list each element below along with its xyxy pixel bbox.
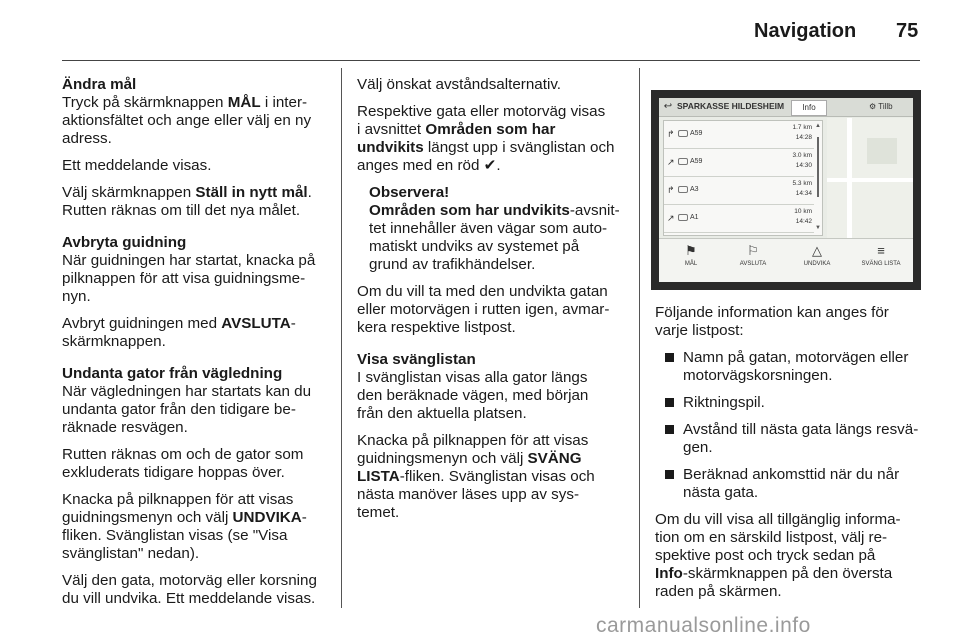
paragraph <box>655 304 925 340</box>
text: nyn. <box>62 288 91 305</box>
map-block <box>867 138 897 164</box>
note-title: Observera! <box>369 184 450 201</box>
bear-right-icon: ↗ <box>667 213 675 223</box>
text: När guidningen har startat, knacka på <box>62 252 316 269</box>
text: Om du vill ta med den undvikta gatan <box>357 283 608 300</box>
bold-term: Områden som har undvikits <box>369 202 570 219</box>
turn-right-icon: ↱ <box>667 129 675 139</box>
text: -fliken. Svänglistan visas och <box>399 468 595 485</box>
button-label: MÅL <box>684 261 698 267</box>
text: Avstånd till nästa gata längs resvä- <box>683 421 919 438</box>
text: matiskt undviks av systemet på <box>369 238 580 255</box>
text: adress. <box>62 130 112 147</box>
text: Avbryt guidningen med <box>62 315 222 332</box>
text: tet innehåller även vägar som auto- <box>369 220 608 237</box>
list-item <box>664 205 814 233</box>
text: räknade resvägen. <box>62 419 188 436</box>
column-divider <box>639 68 640 608</box>
text: varje listpost: <box>655 322 744 339</box>
paragraph <box>357 103 633 175</box>
bold-term: LISTA <box>357 468 400 485</box>
bullet-icon <box>665 425 674 434</box>
turn-list-icon: ≡ <box>877 243 885 258</box>
list-item <box>664 121 814 149</box>
header-divider <box>62 60 920 61</box>
avoid-button <box>787 241 847 279</box>
map-road <box>827 178 913 182</box>
paragraph <box>357 369 633 423</box>
text: . <box>496 157 501 174</box>
text: Beräknad ankomsttid när du når <box>683 466 900 483</box>
text: grund av trafikhändelser. <box>369 256 536 273</box>
bold-term: undvikits <box>357 139 424 156</box>
road-name: A1 <box>690 214 699 221</box>
text: i inter- <box>260 94 308 111</box>
paragraph <box>62 446 332 482</box>
road-icon <box>678 186 688 193</box>
avoid-road-icon: △ <box>812 243 822 258</box>
list-item <box>664 177 814 205</box>
button-label: UNDVIKA <box>803 261 831 267</box>
text: spektive post och tryck sedan på <box>655 547 876 564</box>
paragraph <box>357 283 633 337</box>
road-name: A59 <box>690 158 703 165</box>
paragraph <box>62 491 332 563</box>
list-item <box>655 466 925 502</box>
bold-term: Områden som har <box>425 121 556 138</box>
column-divider <box>341 68 342 608</box>
page-number: 75 <box>896 20 919 42</box>
paragraph <box>62 94 332 148</box>
text: - <box>290 315 296 332</box>
bear-right-icon: ↗ <box>667 157 675 167</box>
text: pilknappen för att visa guidningsme- <box>62 270 306 287</box>
heading-show-turn-list: Visa svänglistan <box>357 351 476 368</box>
list-item <box>655 421 925 457</box>
text: längst upp i svänglistan och <box>423 139 615 156</box>
button-label: AVSLUTA <box>739 261 767 267</box>
back-arrow-icon: ↩ <box>663 101 673 112</box>
watermark: carmanualsonline.info <box>596 614 811 637</box>
heading-change-destination: Ändra mål <box>62 76 137 93</box>
text: Rutten räknas om till det nya målet. <box>62 202 301 219</box>
bold-term: MÅL <box>227 94 261 111</box>
column-1 <box>62 76 332 608</box>
scroll-up-icon: ▲ <box>815 123 821 129</box>
text: guidningsmenyn och välj <box>357 450 528 467</box>
heading-cancel-guidance: Avbryta guidning <box>62 234 187 251</box>
note-box <box>357 184 633 274</box>
text: Knacka på pilknappen för att visas <box>62 491 294 508</box>
text: -skärmknappen på den översta <box>682 565 893 582</box>
text: I svänglistan visas alla gator längs <box>357 369 588 386</box>
scroll-down-icon: ▼ <box>815 225 821 231</box>
bold-term: SVÄNG <box>527 450 582 467</box>
paragraph <box>62 572 332 608</box>
text: raden på skärmen. <box>655 583 782 600</box>
bullet-icon <box>665 353 674 362</box>
screen-button-bar <box>659 238 913 282</box>
screen-display <box>659 98 913 282</box>
back-button-label: Tillb <box>878 102 893 111</box>
text: guidningsmenyn och välj <box>62 509 233 526</box>
text: nästa manöver läses upp av sys- <box>357 486 580 503</box>
bold-term: Ställ in nytt mål <box>195 184 308 201</box>
flag-icon: ⚑ <box>685 243 697 258</box>
paragraph <box>62 383 332 437</box>
paragraph <box>62 252 332 306</box>
text: - <box>301 509 307 526</box>
text: Följande information kan anges för <box>655 304 889 321</box>
text: Knacka på pilknappen för att visas <box>357 432 589 449</box>
column-2 <box>357 76 633 522</box>
text: temet. <box>357 504 400 521</box>
eta: 14:42 <box>795 218 812 225</box>
text: anges med en röd <box>357 157 484 174</box>
map-view <box>827 118 913 238</box>
distance: 3.0 km <box>792 152 812 159</box>
eta: 14:34 <box>795 190 812 197</box>
text: aktionsfältet och ange eller välj en ny <box>62 112 312 129</box>
distance: 10 km <box>794 208 812 215</box>
road-icon <box>678 130 688 137</box>
text: Om du vill visa all tillgänglig informa- <box>655 511 901 528</box>
road-icon <box>678 158 688 165</box>
bold-term: Info <box>655 565 683 582</box>
column-3 <box>655 304 925 601</box>
text: Rutten räknas om och de gator som <box>62 446 304 463</box>
text: nästa gata. <box>683 484 759 501</box>
text: undanta gator från den tidigare be- <box>62 401 296 418</box>
back-button: ⚙ Tillb <box>869 102 893 111</box>
text: eller motorvägen i rutten igen, avmar- <box>357 301 610 318</box>
eta: 14:30 <box>795 162 812 169</box>
paragraph <box>62 315 332 351</box>
text: Välj skärmknappen <box>62 184 196 201</box>
bullet-list <box>655 349 925 502</box>
paragraph: Välj önskat avståndsalternativ. <box>357 76 562 93</box>
text: Tryck på skärmknappen <box>62 94 228 111</box>
list-item <box>655 349 925 385</box>
distance: 5.3 km <box>792 180 812 187</box>
road-icon <box>678 214 688 221</box>
text: gen. <box>683 439 713 456</box>
text: den beräknade vägen, med början <box>357 387 589 404</box>
text: Respektive gata eller motorväg visas <box>357 103 606 120</box>
button-label: SVÄNG LISTA <box>861 261 901 267</box>
bold-term: UNDVIKA <box>232 509 302 526</box>
list-item <box>655 394 925 412</box>
info-button: Info <box>791 100 827 116</box>
destination-button <box>661 241 721 279</box>
turn-right-icon: ↱ <box>667 185 675 195</box>
screen-destination-title: SPARKASSE HILDESHEIM <box>677 101 785 111</box>
text: motorvägskorsningen. <box>683 367 833 384</box>
checkmark-icon: ✔ <box>483 157 497 174</box>
heading-exclude-streets: Undanta gator från vägledning <box>62 365 283 382</box>
text: tion om en särskild listpost, välj re- <box>655 529 888 546</box>
text: kera respektive listpost. <box>357 319 516 336</box>
paragraph: Ett meddelande visas. <box>62 157 212 174</box>
eta: 14:28 <box>795 134 812 141</box>
text: exkluderats tidigare hoppas över. <box>62 464 285 481</box>
paragraph <box>357 432 633 522</box>
list-item <box>664 149 814 177</box>
turn-list-button <box>851 241 911 279</box>
text: i avsnittet <box>357 121 426 138</box>
text: fliken. Svänglistan visas (se "Visa <box>62 527 288 544</box>
text: Välj den gata, motorväg eller korsning <box>62 572 317 589</box>
text: När vägledningen har startats kan du <box>62 383 312 400</box>
screen-title-bar <box>659 98 913 117</box>
paragraph <box>62 184 332 220</box>
scrollbar <box>816 123 820 231</box>
text: . <box>307 184 312 201</box>
bullet-icon <box>665 398 674 407</box>
paragraph <box>655 511 925 601</box>
page-title: Navigation <box>754 20 857 42</box>
end-flag-icon: ⚐ <box>747 243 759 258</box>
scroll-thumb <box>817 137 819 197</box>
text: från den aktuella platsen. <box>357 405 527 422</box>
page-header <box>0 0 960 62</box>
text: -avsnit- <box>569 202 620 219</box>
text: Namn på gatan, motorvägen eller <box>683 349 909 366</box>
bullet-icon <box>665 470 674 479</box>
text: svänglistan" nedan). <box>62 545 200 562</box>
text: Riktningspil. <box>683 394 765 411</box>
bold-term: AVSLUTA <box>221 315 291 332</box>
end-button <box>723 241 783 279</box>
road-name: A59 <box>690 130 703 137</box>
text: du vill undvika. Ett meddelande visas. <box>62 590 316 607</box>
distance: 1.7 km <box>792 124 812 131</box>
text: skärmknappen. <box>62 333 166 350</box>
turn-list <box>663 120 823 236</box>
road-name: A3 <box>690 186 699 193</box>
infotainment-screen-figure <box>651 90 921 290</box>
